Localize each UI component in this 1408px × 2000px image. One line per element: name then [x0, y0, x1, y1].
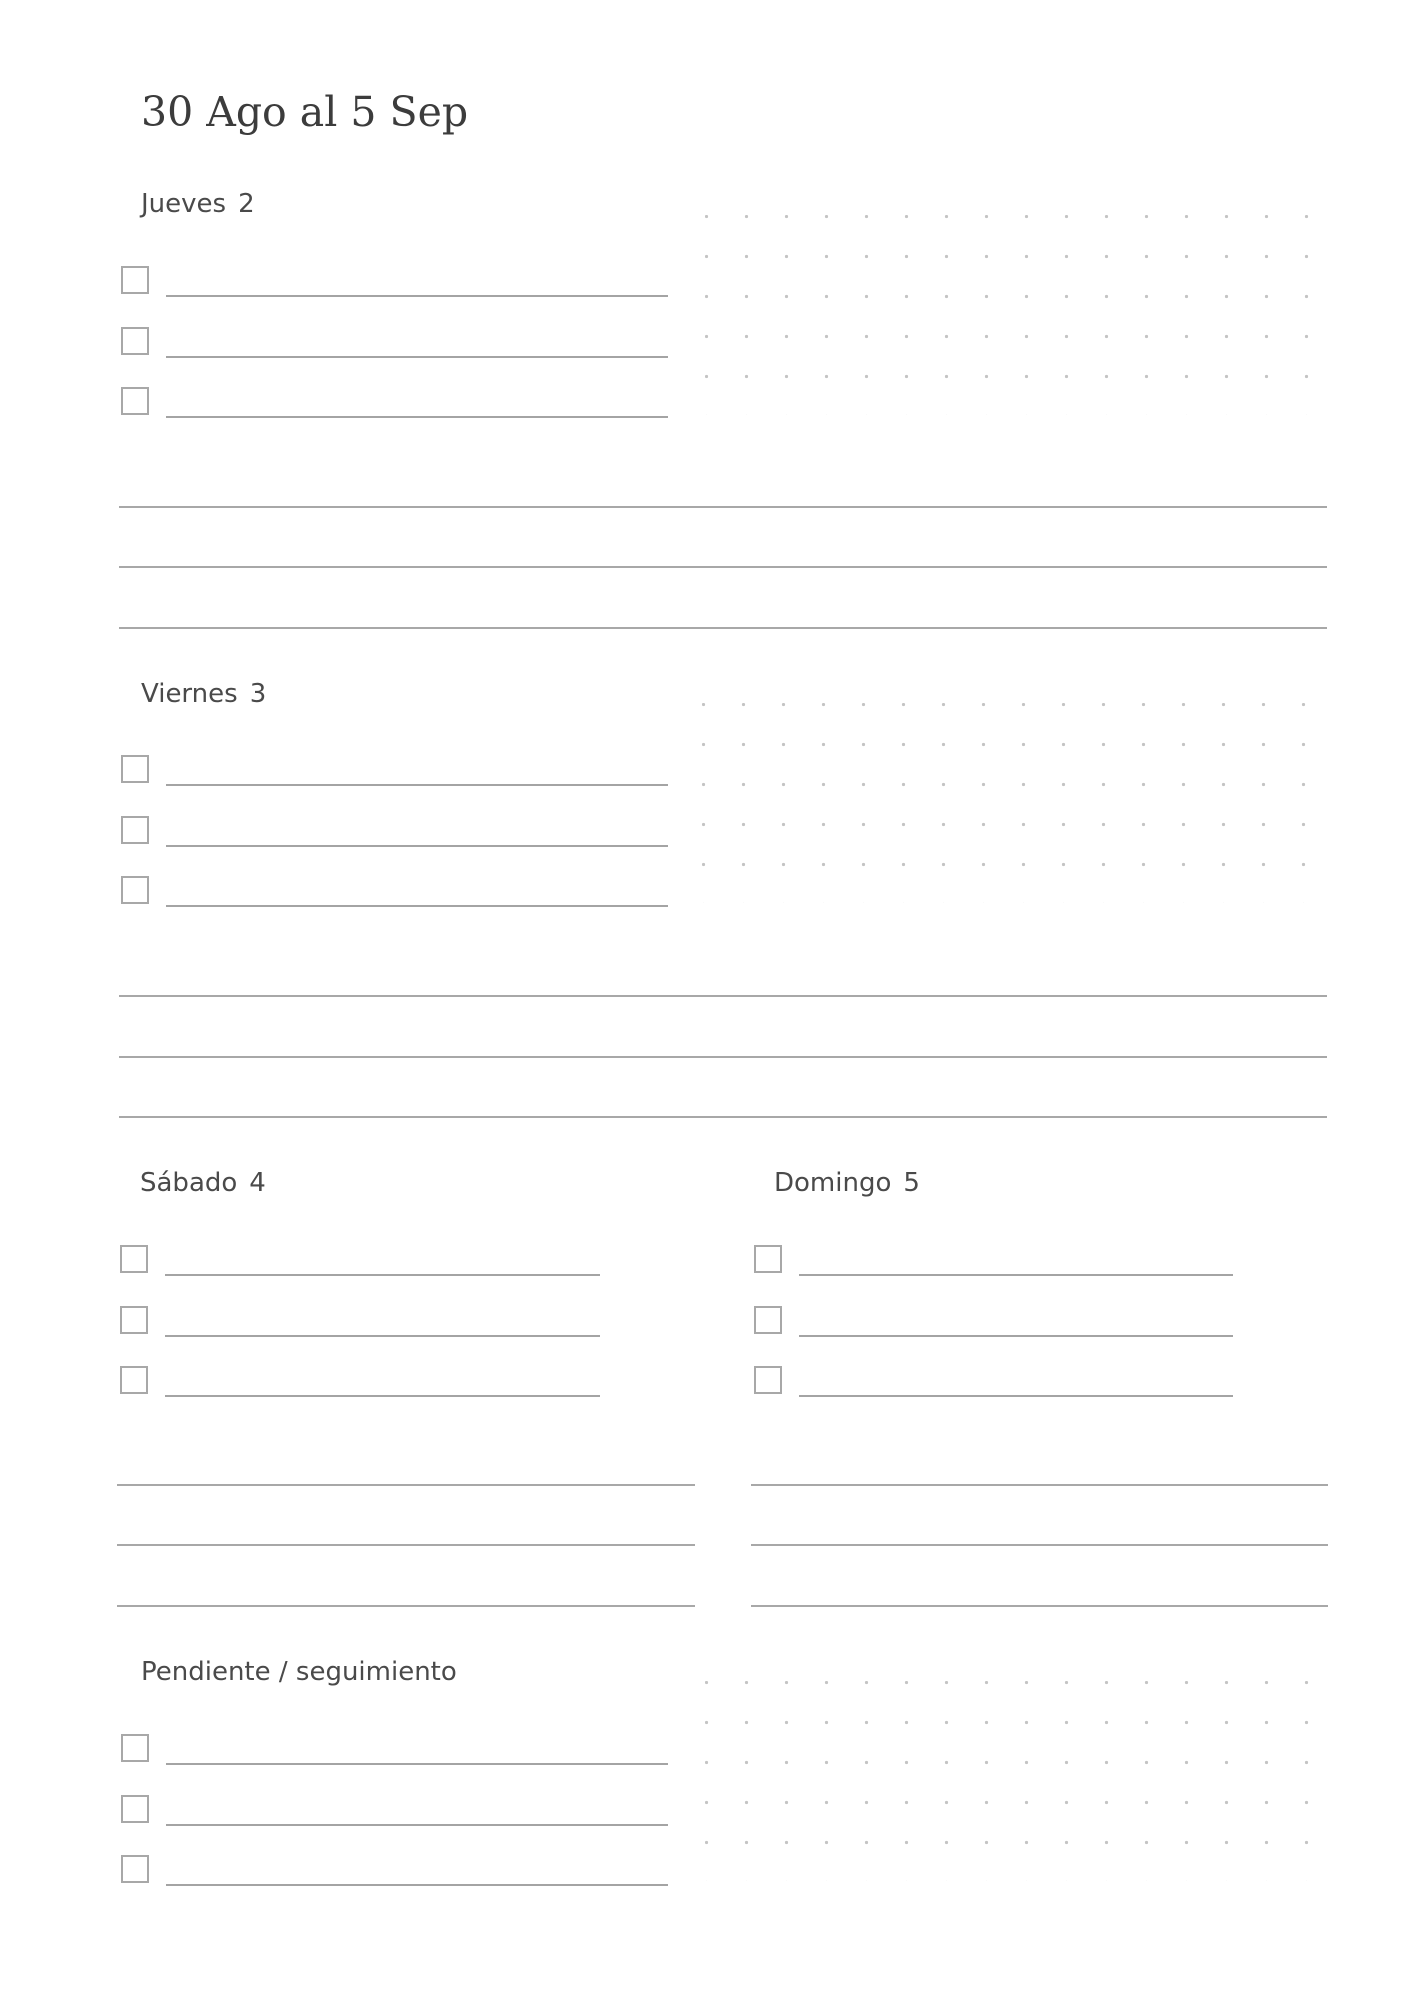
dot-grid — [702, 703, 1307, 903]
section-heading — [141, 1659, 457, 1685]
task-line[interactable] — [166, 845, 668, 847]
task-line[interactable] — [166, 1763, 668, 1765]
task-checkbox[interactable] — [121, 1795, 149, 1823]
note-line[interactable] — [119, 566, 1327, 568]
day-number: 4 — [249, 1168, 266, 1198]
note-line[interactable] — [119, 1056, 1327, 1058]
note-line[interactable] — [119, 1116, 1327, 1118]
task-checkbox[interactable] — [121, 755, 149, 783]
day-number: 2 — [238, 189, 255, 219]
note-line[interactable] — [117, 1605, 695, 1607]
task-line[interactable] — [165, 1395, 600, 1397]
day-name: Sábado — [140, 1168, 238, 1198]
task-checkbox[interactable] — [754, 1306, 782, 1334]
task-line[interactable] — [166, 356, 668, 358]
task-checkbox[interactable] — [121, 816, 149, 844]
task-line[interactable] — [166, 295, 668, 297]
section-heading — [141, 681, 266, 707]
task-checkbox[interactable] — [120, 1306, 148, 1334]
day-name: Jueves — [141, 189, 227, 219]
task-checkbox[interactable] — [121, 1734, 149, 1762]
task-line[interactable] — [799, 1274, 1233, 1276]
task-line[interactable] — [166, 905, 668, 907]
note-line[interactable] — [751, 1484, 1328, 1486]
day-name: Domingo — [774, 1168, 892, 1198]
dot-grid — [705, 1681, 1310, 1881]
task-checkbox[interactable] — [121, 876, 149, 904]
day-number: 5 — [903, 1168, 920, 1198]
day-number: 3 — [249, 679, 267, 709]
task-checkbox[interactable] — [121, 1855, 149, 1883]
pending-label: Pendiente / seguimiento — [141, 1657, 457, 1687]
note-line[interactable] — [119, 627, 1327, 629]
task-line[interactable] — [165, 1274, 600, 1276]
task-line[interactable] — [799, 1335, 1233, 1337]
page-title: 30 Ago al 5 Sep — [141, 88, 469, 136]
note-line[interactable] — [119, 506, 1327, 508]
note-line[interactable] — [751, 1544, 1328, 1546]
task-checkbox[interactable] — [120, 1366, 148, 1394]
dot-grid — [705, 215, 1310, 415]
task-checkbox[interactable] — [120, 1245, 148, 1273]
day-name: Viernes — [141, 679, 238, 709]
section-heading — [141, 191, 255, 217]
task-checkbox[interactable] — [754, 1366, 782, 1394]
task-line[interactable] — [165, 1335, 600, 1337]
task-checkbox[interactable] — [121, 266, 149, 294]
note-line[interactable] — [117, 1484, 695, 1486]
note-line[interactable] — [117, 1544, 695, 1546]
task-line[interactable] — [166, 1824, 668, 1826]
note-line[interactable] — [751, 1605, 1328, 1607]
section-heading — [140, 1170, 266, 1196]
note-line[interactable] — [119, 995, 1327, 997]
task-checkbox[interactable] — [121, 327, 149, 355]
task-line[interactable] — [166, 1884, 668, 1886]
task-line[interactable] — [799, 1395, 1233, 1397]
task-checkbox[interactable] — [754, 1245, 782, 1273]
section-heading — [774, 1170, 920, 1196]
task-line[interactable] — [166, 416, 668, 418]
task-line[interactable] — [166, 784, 668, 786]
task-checkbox[interactable] — [121, 387, 149, 415]
